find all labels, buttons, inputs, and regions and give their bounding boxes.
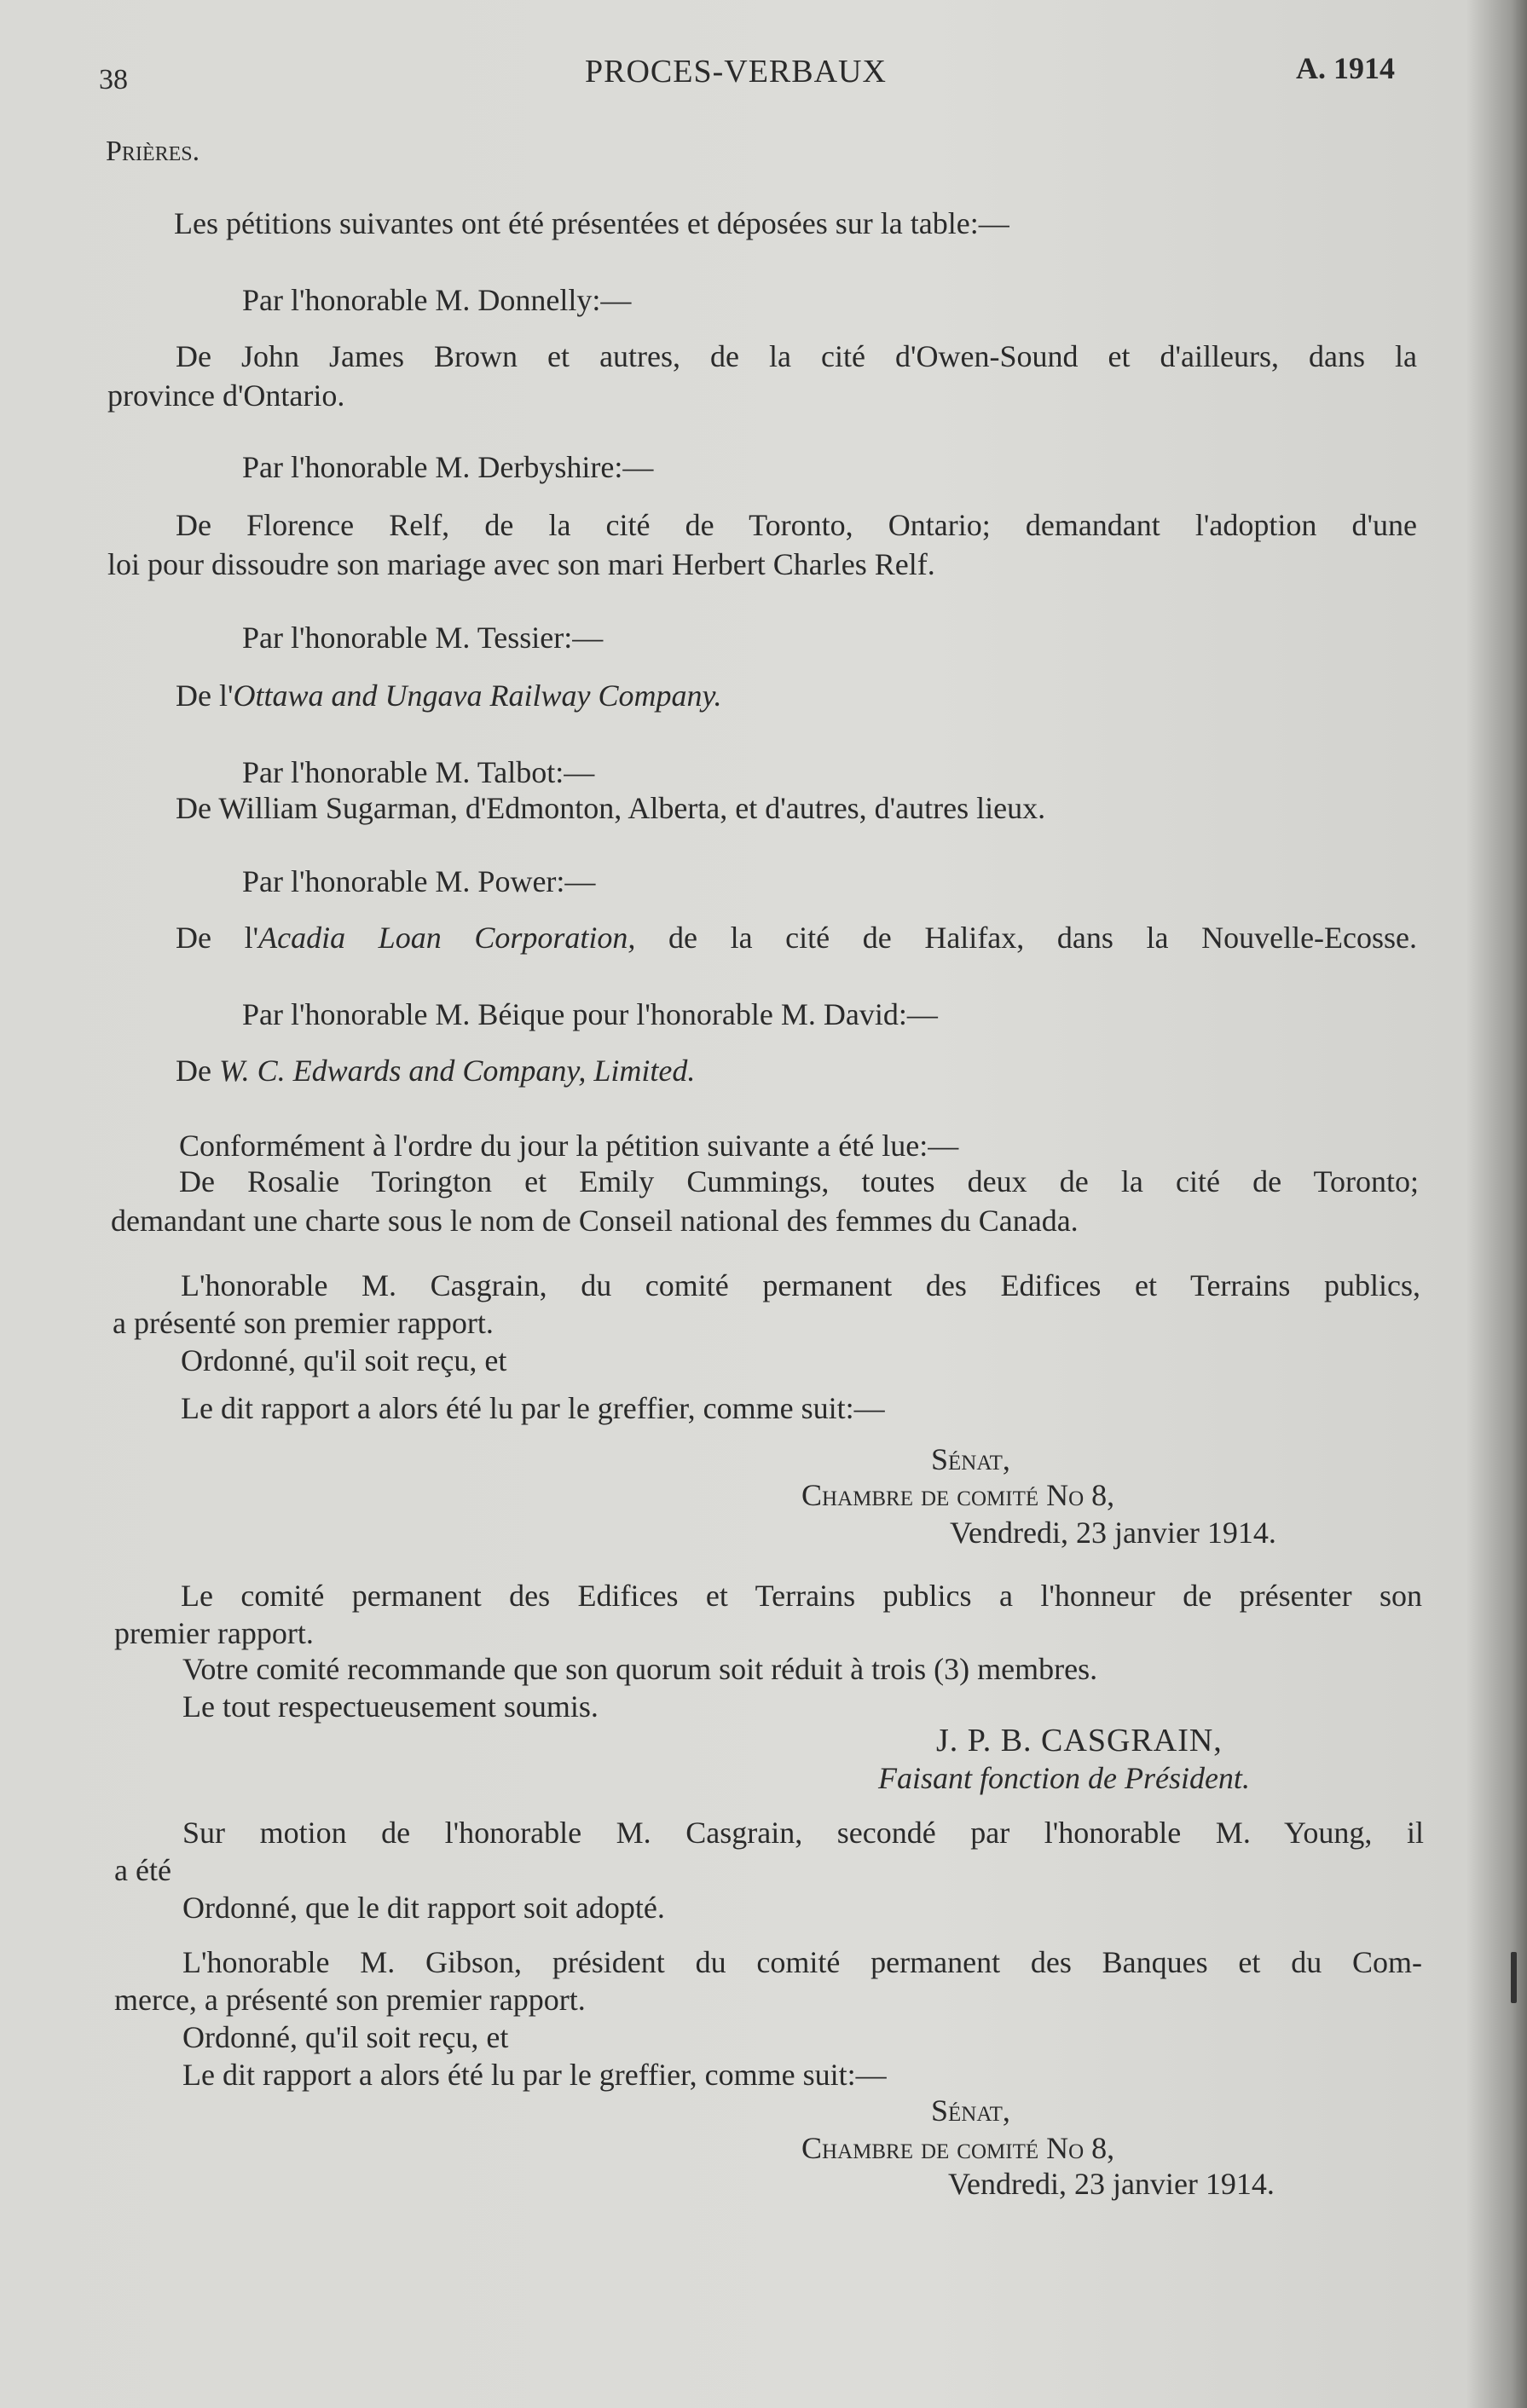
running-title: PROCES-VERBAUX — [585, 54, 887, 90]
petition-torington-line1: De Rosalie Torington et Emily Cummings, toutes deux de la cité de Toronto; — [179, 1164, 1419, 1198]
senat-heading-1: Sénat, — [931, 1442, 1010, 1476]
petition-acadia — [176, 919, 1417, 956]
report-date-2: Vendredi, 23 janvier 1914. — [948, 2167, 1275, 2201]
ordered-received-2: Ordonné, qu'il soit reçu, et — [182, 2020, 509, 2054]
page-number: 38 — [99, 64, 128, 95]
report-read-1: Le dit rapport a alors été lu par le greffier, comme suit:— — [181, 1391, 885, 1425]
petition-ottawa-ungava — [176, 677, 721, 714]
report-adopted: Ordonné, que le dit rapport soit adopté. — [182, 1891, 665, 1925]
company-name-edwards: W. C. Edwards and Company, Limited. — [218, 1054, 696, 1088]
petition-relf-line2: loi pour dissoudre son mariage avec son mari Herbert Charles Relf. — [107, 547, 935, 581]
petition-sponsor-tessier: Par l'honorable M. Tessier:— — [242, 621, 604, 655]
report-date-1: Vendredi, 23 janvier 1914. — [950, 1516, 1276, 1550]
gibson-report-line2: merce, a présenté son premier rapport. — [114, 1983, 586, 2017]
year-marker: A. 1914 — [1296, 51, 1395, 85]
report-read-2: Le dit rapport a alors été lu par le greffier, comme suit:— — [182, 2058, 887, 2092]
petition-sponsor-power: Par l'honorable M. Power:— — [242, 864, 596, 898]
petitions-intro: Les pétitions suivantes ont été présentées et déposées sur la table:— — [174, 206, 1009, 240]
binding-mark — [1511, 1952, 1517, 2003]
motion-casgrain-line2: a été — [114, 1853, 171, 1887]
committee-report-line1: Le comité permanent des Edifices et Terrains publics a l'honneur de présenter son — [181, 1579, 1422, 1613]
petition-sponsor-talbot: Par l'honorable M. Talbot:— — [242, 755, 595, 789]
company-name-acadia: Acadia Loan Corporation, — [258, 921, 636, 955]
petition-ottawa-prefix: De l' — [176, 679, 234, 713]
petition-sponsor-donnelly: Par l'honorable M. Donnelly:— — [242, 283, 632, 317]
casgrain-report-line1: L'honorable M. Casgrain, du comité permanent des Edifices et Terrains publics, — [181, 1268, 1420, 1302]
committee-report-line2: premier rapport. — [114, 1616, 314, 1650]
petition-sponsor-derbyshire: Par l'honorable M. Derbyshire:— — [242, 450, 654, 484]
ordered-received-1: Ordonné, qu'il soit reçu, et — [181, 1343, 507, 1377]
chambre-heading-2: Chambre de comité No 8, — [801, 2131, 1115, 2165]
section-heading-prieres: Prières. — [106, 136, 200, 167]
company-name-ottawa-ungava: Ottawa and Ungava Railway Company. — [233, 679, 722, 713]
petition-torington-line2: demandant une charte sous le nom de Conseil national des femmes du Canada. — [111, 1204, 1079, 1238]
petition-brown-line1: De John James Brown et autres, de la cité d'Owen-Sound et d'ailleurs, dans la — [176, 339, 1417, 373]
petition-acadia-prefix: De l' — [176, 921, 259, 955]
petition-acadia-suffix: de la cité de Halifax, dans la Nouvelle-Ecosse. — [635, 921, 1418, 955]
petition-relf-line1: De Florence Relf, de la cité de Toronto, Ontario; demandant l'adoption d'une — [176, 508, 1417, 542]
signer-role: Faisant fonction de Président. — [878, 1761, 1250, 1795]
chambre-heading-1: Chambre de comité No 8, — [801, 1478, 1115, 1512]
respectfully-submitted: Le tout respectueusement soumis. — [182, 1689, 599, 1724]
petition-sponsor-beique: Par l'honorable M. Béique pour l'honorable M. David:— — [242, 997, 938, 1031]
petition-sugarman: De William Sugarman, d'Edmonton, Alberta, et d'autres, d'autres lieux. — [176, 791, 1046, 825]
senat-heading-2: Sénat, — [931, 2093, 1010, 2128]
casgrain-report-line2: a présenté son premier rapport. — [113, 1306, 494, 1340]
order-of-day-intro: Conformément à l'ordre du jour la pétition suivante a été lue:— — [179, 1129, 959, 1163]
gibson-report-line1: L'honorable M. Gibson, président du comité permanent des Banques et du Com- — [182, 1945, 1422, 1979]
petition-edwards — [176, 1052, 695, 1089]
petition-edwards-prefix: De — [176, 1054, 219, 1088]
signer-name: J. P. B. CASGRAIN, — [936, 1723, 1223, 1758]
motion-casgrain-line1: Sur motion de l'honorable M. Casgrain, secondé par l'honorable M. Young, il — [182, 1816, 1424, 1850]
quorum-recommendation: Votre comité recommande que son quorum soit réduit à trois (3) membres. — [182, 1652, 1098, 1686]
petition-brown-line2: province d'Ontario. — [107, 378, 345, 413]
